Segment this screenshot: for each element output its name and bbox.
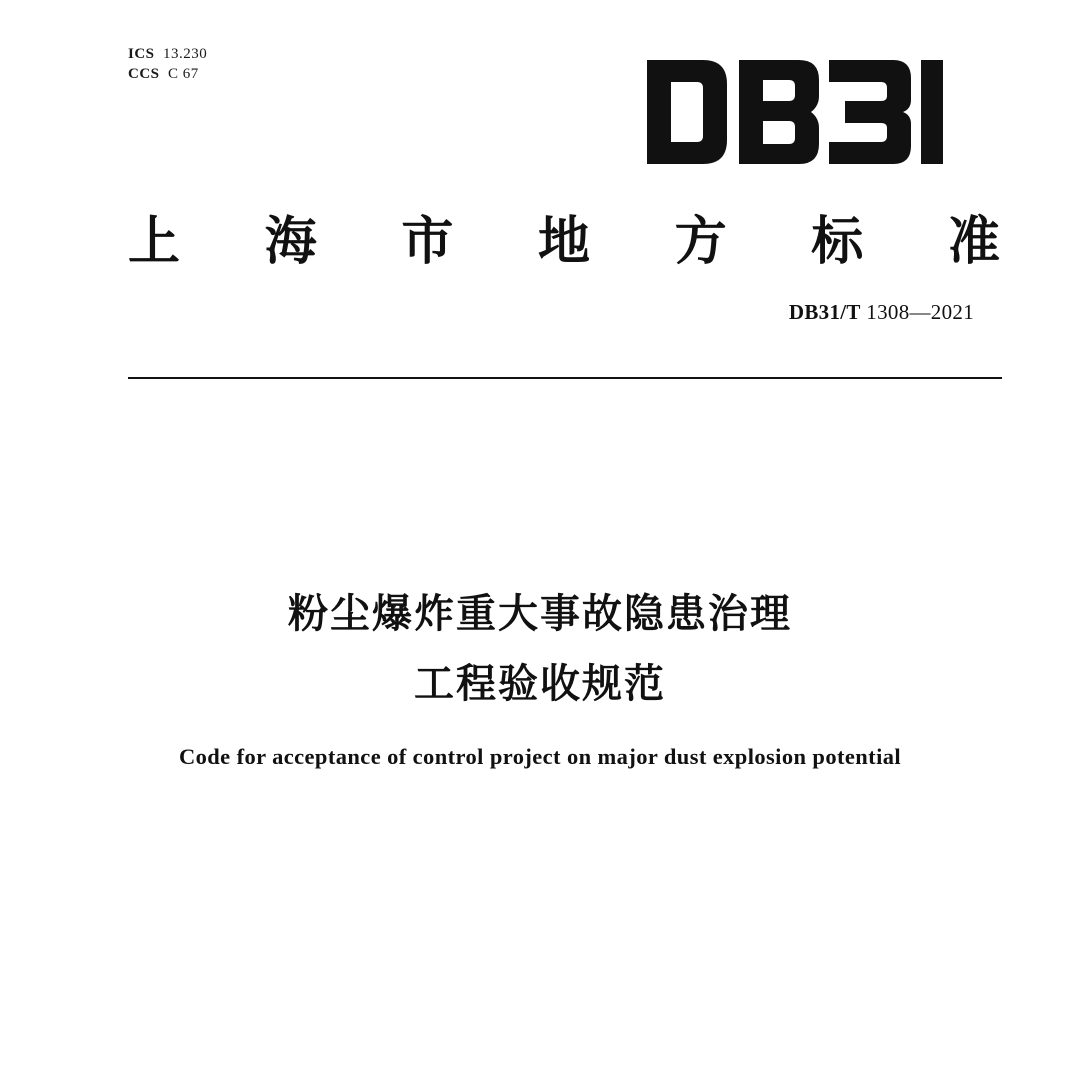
- ics-line: [128, 44, 207, 64]
- ics-label: ICS: [128, 46, 155, 62]
- standard-type-char: 方: [674, 211, 727, 272]
- standard-type-char: 上: [128, 211, 181, 272]
- standard-type-heading: [128, 196, 1000, 276]
- ccs-label: CCS: [128, 66, 160, 82]
- standard-type-char: 标: [811, 211, 864, 272]
- standard-type-char: 海: [264, 211, 317, 272]
- chinese-title-line-2: 工程验收规范: [414, 661, 666, 707]
- ics-code: 13.230: [163, 46, 208, 62]
- standard-number: [789, 300, 974, 325]
- header-divider: [128, 377, 1002, 379]
- db31-logo: [645, 56, 945, 168]
- standard-number-prefix: DB31/T: [788, 300, 861, 324]
- standard-type-char: 市: [401, 211, 454, 272]
- standard-type-char: 准: [947, 211, 1000, 272]
- standard-number-value: 1308—2021: [866, 300, 974, 324]
- english-title: Code for acceptance of control project on major dust explosion potential: [178, 744, 902, 769]
- classification-codes: [128, 44, 207, 84]
- chinese-title-line-1: 粉尘爆炸重大事故隐患治理: [288, 591, 792, 637]
- standard-type-char: 地: [537, 211, 590, 272]
- ccs-line: [128, 64, 207, 84]
- ccs-code: C 67: [168, 66, 199, 82]
